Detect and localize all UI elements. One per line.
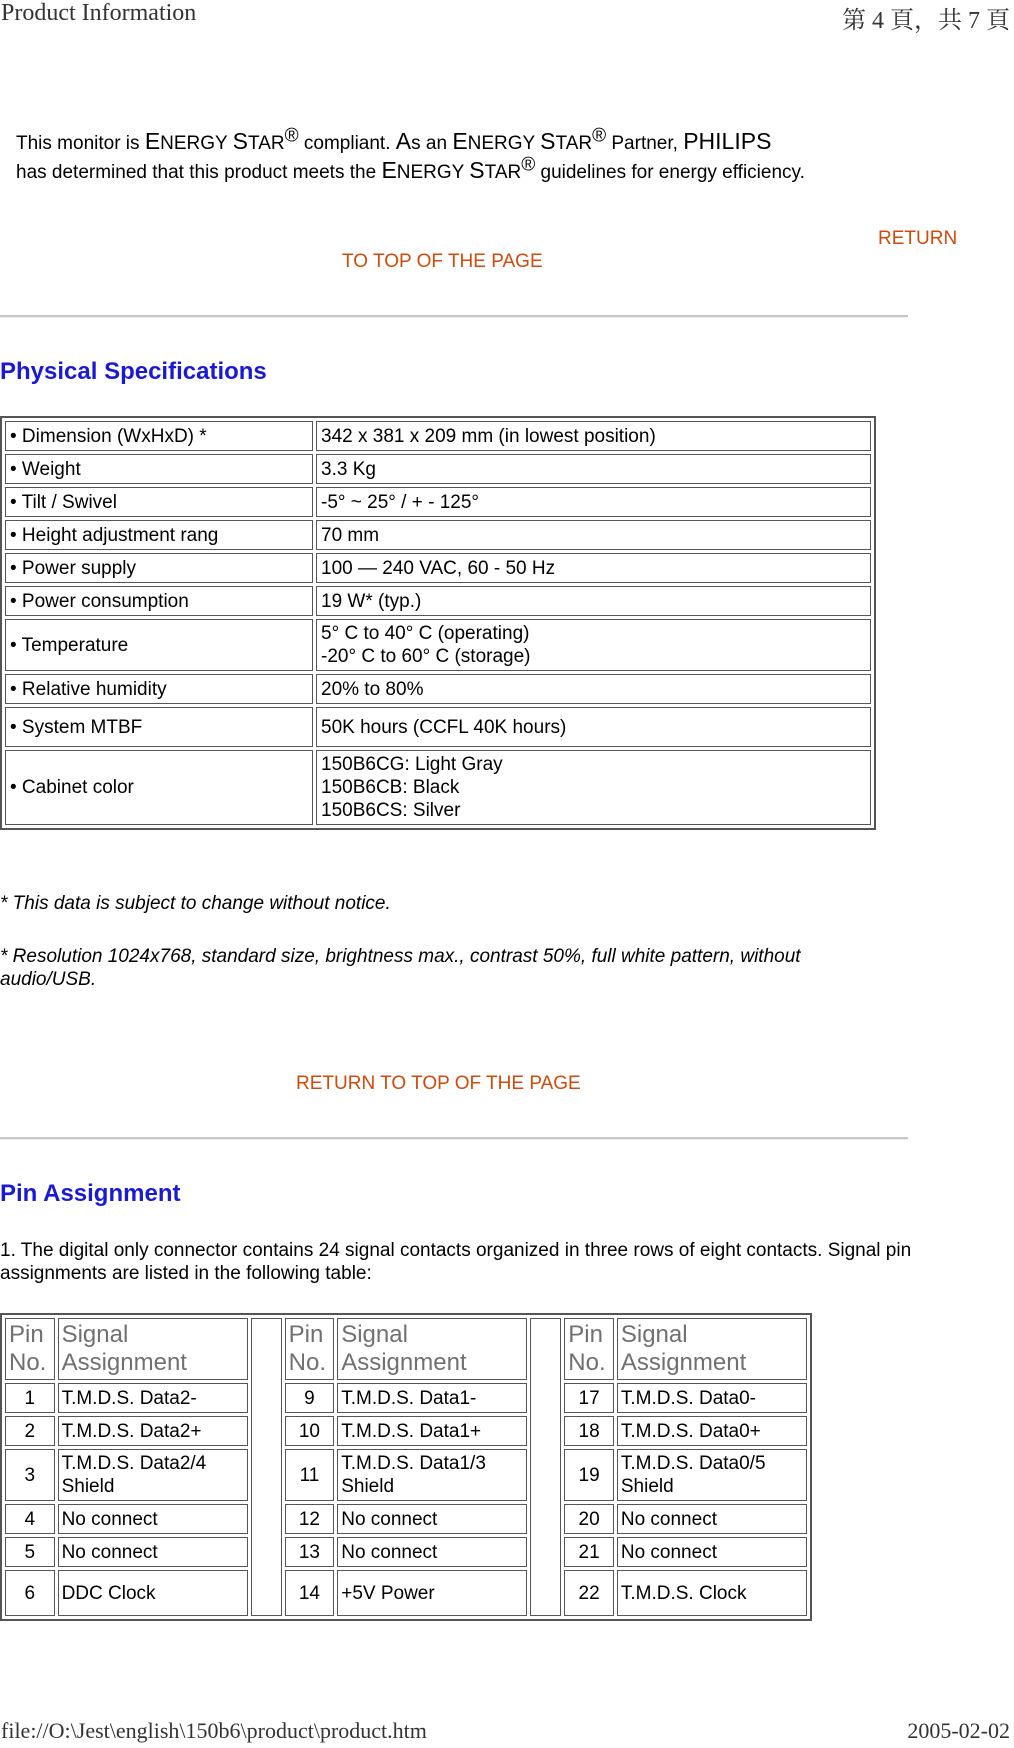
pin-signal: No connect [337, 1504, 527, 1534]
divider [0, 315, 908, 318]
signal-assignment-header: Signal Assignment [337, 1318, 527, 1380]
pin-assignment-table [0, 1313, 812, 1621]
pin-signal: T.M.D.S. Data1+ [337, 1416, 527, 1446]
pin-row [5, 1504, 807, 1534]
pin-signal: DDC Clock [58, 1570, 248, 1616]
pin-number: 14 [285, 1570, 335, 1616]
pin-assignment-heading: Pin Assignment [0, 1180, 181, 1207]
spec-row [5, 487, 871, 517]
pin-number: 5 [5, 1537, 55, 1567]
pin-signal: No connect [58, 1537, 248, 1567]
spec-value-line: 5° C to 40° C (operating) [321, 623, 530, 644]
spec-row [5, 750, 871, 825]
spec-value [316, 553, 871, 583]
spec-value [316, 619, 871, 671]
spec-label: • Dimension (WxHxD) * [5, 421, 313, 451]
pin-number: 9 [285, 1383, 335, 1413]
spec-label: • Temperature [5, 619, 313, 671]
spec-row [5, 520, 871, 550]
pin-signal: T.M.D.S. Data2/4 Shield [58, 1449, 248, 1501]
spec-value-line: 100 — 240 VAC, 60 - 50 Hz [321, 557, 556, 579]
spec-value-line: -5° ~ 25° / + - 125° [321, 491, 479, 513]
pin-number: 10 [285, 1416, 335, 1446]
pin-row [5, 1449, 807, 1501]
spec-row [5, 586, 871, 616]
pin-number: 3 [5, 1449, 55, 1501]
spec-row [5, 421, 871, 451]
spec-row [5, 553, 871, 583]
spec-label: • Height adjustment rang [5, 520, 313, 550]
spec-value [316, 487, 871, 517]
pin-number: 22 [564, 1570, 614, 1616]
pin-number: 12 [285, 1504, 335, 1534]
pin-number: 17 [564, 1383, 614, 1413]
spec-value-line: 3.3 Kg [321, 458, 376, 480]
pin-intro-paragraph: 1. The digital only connector contains 24 signal contacts organized in three rows of eight contacts. Signal pin assignments are listed in the following table: [0, 1240, 912, 1284]
spec-value [316, 586, 871, 616]
spec-label: • System MTBF [5, 707, 313, 747]
spec-row [5, 674, 871, 704]
pin-row [5, 1537, 807, 1567]
pin-number: 18 [564, 1416, 614, 1446]
pin-no-header: Pin No. [564, 1318, 614, 1380]
pin-signal: T.M.D.S. Data0- [617, 1383, 807, 1413]
return-to-top-link[interactable]: RETURN [878, 228, 958, 249]
spec-value [316, 454, 871, 484]
pin-number: 21 [564, 1537, 614, 1567]
pin-table-viewport [0, 1313, 815, 1637]
pin-column-gap [251, 1318, 282, 1616]
pin-header-row [5, 1318, 807, 1380]
page-header-title: Product Information [1, 0, 197, 26]
signal-assignment-header: Signal Assignment [617, 1318, 807, 1380]
pin-signal: T.M.D.S. Data2- [58, 1383, 248, 1413]
spec-row [5, 454, 871, 484]
pin-signal: T.M.D.S. Data1- [337, 1383, 527, 1413]
pin-number: 11 [285, 1449, 335, 1501]
pin-signal: No connect [58, 1504, 248, 1534]
pin-number: 6 [5, 1570, 55, 1616]
return-to-top-link-2[interactable]: RETURN TO TOP OF THE PAGE [296, 1073, 581, 1094]
pin-row [5, 1416, 807, 1446]
pin-number: 20 [564, 1504, 614, 1534]
pin-column-gap [530, 1318, 561, 1616]
pin-number: 1 [5, 1383, 55, 1413]
pin-signal: T.M.D.S. Data0+ [617, 1416, 807, 1446]
divider-2 [0, 1137, 908, 1140]
spec-value [316, 421, 871, 451]
spec-label: • Power consumption [5, 586, 313, 616]
pin-signal: +5V Power [337, 1570, 527, 1616]
footer-date: 2005-02-02 [907, 1718, 1010, 1743]
physical-specifications-table [0, 416, 876, 830]
spec-value [316, 674, 871, 704]
spec-value [316, 750, 871, 825]
spec-value-line: 150B6CB: Black [321, 777, 460, 798]
pin-row [5, 1570, 807, 1616]
spec-label: • Relative humidity [5, 674, 313, 704]
spec-value-line: 20% to 80% [321, 678, 424, 700]
pin-number: 4 [5, 1504, 55, 1534]
return-to-top-link-continued[interactable]: TO TOP OF THE PAGE [342, 251, 543, 272]
page-indicator: 第 4 頁，共 7 頁 [842, 8, 1010, 34]
spec-value [316, 707, 871, 747]
spec-value-line: 342 x 381 x 209 mm (in lowest position) [321, 425, 656, 447]
pin-signal: No connect [337, 1537, 527, 1567]
spec-value [316, 520, 871, 550]
spec-row [5, 619, 871, 671]
pin-number: 19 [564, 1449, 614, 1501]
pin-no-header: Pin No. [285, 1318, 335, 1380]
spec-row [5, 707, 871, 747]
pin-signal: No connect [617, 1537, 807, 1567]
pin-no-header: Pin No. [5, 1318, 55, 1380]
spec-value-line: 19 W* (typ.) [321, 590, 422, 612]
spec-label: • Weight [5, 454, 313, 484]
power-measurement-note: * Resolution 1024x768, standard size, brightness max., contrast 50%, full white pattern, without audio/USB. [0, 946, 801, 990]
spec-value-line: 50K hours (CCFL 40K hours) [321, 716, 567, 738]
pin-signal: No connect [617, 1504, 807, 1534]
spec-label: • Power supply [5, 553, 313, 583]
footer-file-path: file://O:\Jest\english\150b6\product\product.htm [1, 1718, 427, 1743]
energy-star-paragraph: This monitor is ENERGY STAR® compliant. As an ENERGY STAR® Partner, PHILIPS has determined that this product meets the ENERGY STAR® guidelines for energy efficiency. [16, 125, 805, 183]
spec-value-line: 150B6CS: Silver [321, 800, 461, 821]
spec-label: • Cabinet color [5, 750, 313, 825]
pin-signal: T.M.D.S. Data0/5 Shield [617, 1449, 807, 1501]
change-notice-note: * This data is subject to change without notice. [0, 893, 391, 914]
spec-value-line: -20° C to 60° C (storage) [321, 646, 531, 667]
signal-assignment-header: Signal Assignment [58, 1318, 248, 1380]
pin-signal: T.M.D.S. Clock [617, 1570, 807, 1616]
pin-number: 2 [5, 1416, 55, 1446]
pin-number: 13 [285, 1537, 335, 1567]
pin-signal: T.M.D.S. Data2+ [58, 1416, 248, 1446]
pin-row [5, 1383, 807, 1413]
pin-signal: T.M.D.S. Data1/3 Shield [337, 1449, 527, 1501]
spec-value-line: 150B6CG: Light Gray [321, 754, 503, 775]
spec-label: • Tilt / Swivel [5, 487, 313, 517]
spec-value-line: 70 mm [321, 524, 380, 546]
physical-specifications-heading: Physical Specifications [0, 358, 267, 385]
